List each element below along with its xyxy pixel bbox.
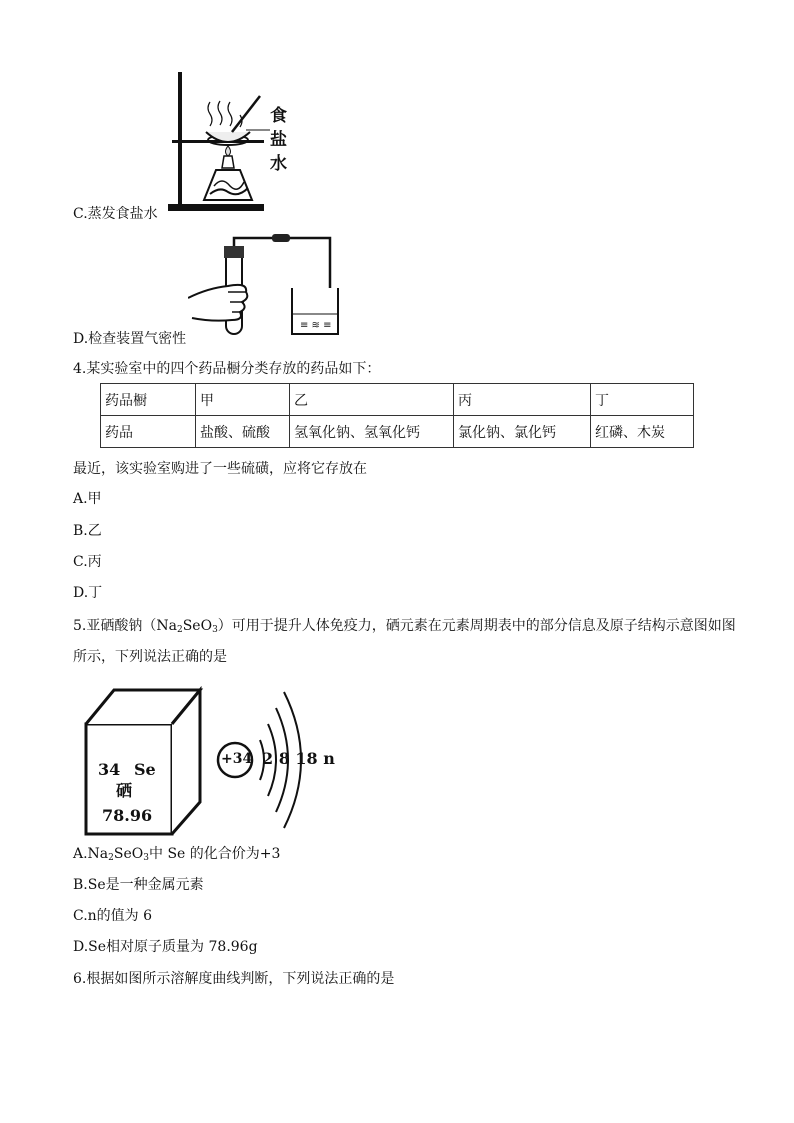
q5-option-a-post: 中 Se 的化合价为+3	[149, 846, 281, 862]
selenium-atomic-mass: 78.96	[102, 806, 153, 825]
option-c-evaporation: C.蒸发食盐水	[73, 206, 158, 222]
q5-option-a-mid: SeO	[113, 846, 144, 862]
header-cell: 药品橱	[101, 384, 196, 416]
q5-stem-post: ）可用于提升人体免疫力，硒元素在元素周期表中的部分信息及原子结构示意图如图	[217, 618, 736, 634]
airtightness-check-figure	[188, 228, 348, 340]
q5-stem-pre: 5.亚硒酸钠（Na	[73, 618, 177, 634]
q5-stem	[73, 617, 736, 635]
q5-option-a-sub1: 2	[108, 853, 114, 863]
q4-followup: 最近，该实验室购进了一些硫磺，应将它存放在	[73, 461, 367, 477]
label-char-salt-2: 盐	[270, 130, 287, 150]
table-cell: 红磷、木炭	[591, 416, 694, 448]
q5-stem-line2: 所示，下列说法正确的是	[73, 649, 227, 665]
table-cell: 氯化钠、氯化钙	[454, 416, 591, 448]
option-d-airtightness: D.检查装置气密性	[73, 331, 187, 347]
q5-option-a	[73, 845, 280, 863]
selenium-symbol: Se	[134, 760, 156, 779]
q4-stem: 4.某实验室中的四个药品橱分类存放的药品如下：	[73, 361, 381, 377]
header-cell: 乙	[290, 384, 454, 416]
q4-option-d: D.丁	[73, 585, 103, 601]
q5-stem-sub2: 3	[212, 625, 218, 635]
q5-stem-mid: SeO	[182, 618, 213, 634]
q4-option-c: C.丙	[73, 554, 102, 570]
q5-option-a-sub2: 3	[143, 853, 149, 863]
header-cell: 丁	[591, 384, 694, 416]
table-cell: 盐酸、硫酸	[196, 416, 290, 448]
table-cell: 药品	[101, 416, 196, 448]
nucleus-charge: +34	[221, 751, 253, 767]
electron-shells: 2 8 18 n	[262, 749, 335, 768]
q5-option-a-pre: A.Na	[73, 846, 109, 862]
q5-option-c: C.n的值为 6	[73, 908, 153, 924]
selenium-name: 硒	[116, 781, 133, 800]
salt-water-label	[270, 104, 290, 176]
table-row	[101, 416, 694, 448]
q4-option-b: B.乙	[73, 523, 102, 539]
svg-text:≡ ≋ ≡: ≡ ≋ ≡	[300, 320, 332, 331]
q5-stem-sub1: 2	[176, 625, 183, 635]
q4-option-a: A.甲	[73, 491, 102, 507]
table-row	[101, 384, 694, 416]
q5-option-d: D.Se相对原子质量为 78.96g	[73, 939, 258, 955]
cabinet-table	[100, 383, 694, 448]
label-char-salt: 食	[270, 106, 287, 126]
q5-option-b: B.Se是一种金属元素	[73, 877, 204, 893]
header-cell: 丙	[454, 384, 591, 416]
header-cell: 甲	[196, 384, 290, 416]
table-cell: 氢氧化钠、氢氧化钙	[290, 416, 454, 448]
label-char-water: 水	[270, 154, 287, 174]
selenium-atomic-number: 34	[98, 760, 121, 779]
q6-stem: 6.根据如图所示溶解度曲线判断，下列说法正确的是	[73, 971, 395, 987]
